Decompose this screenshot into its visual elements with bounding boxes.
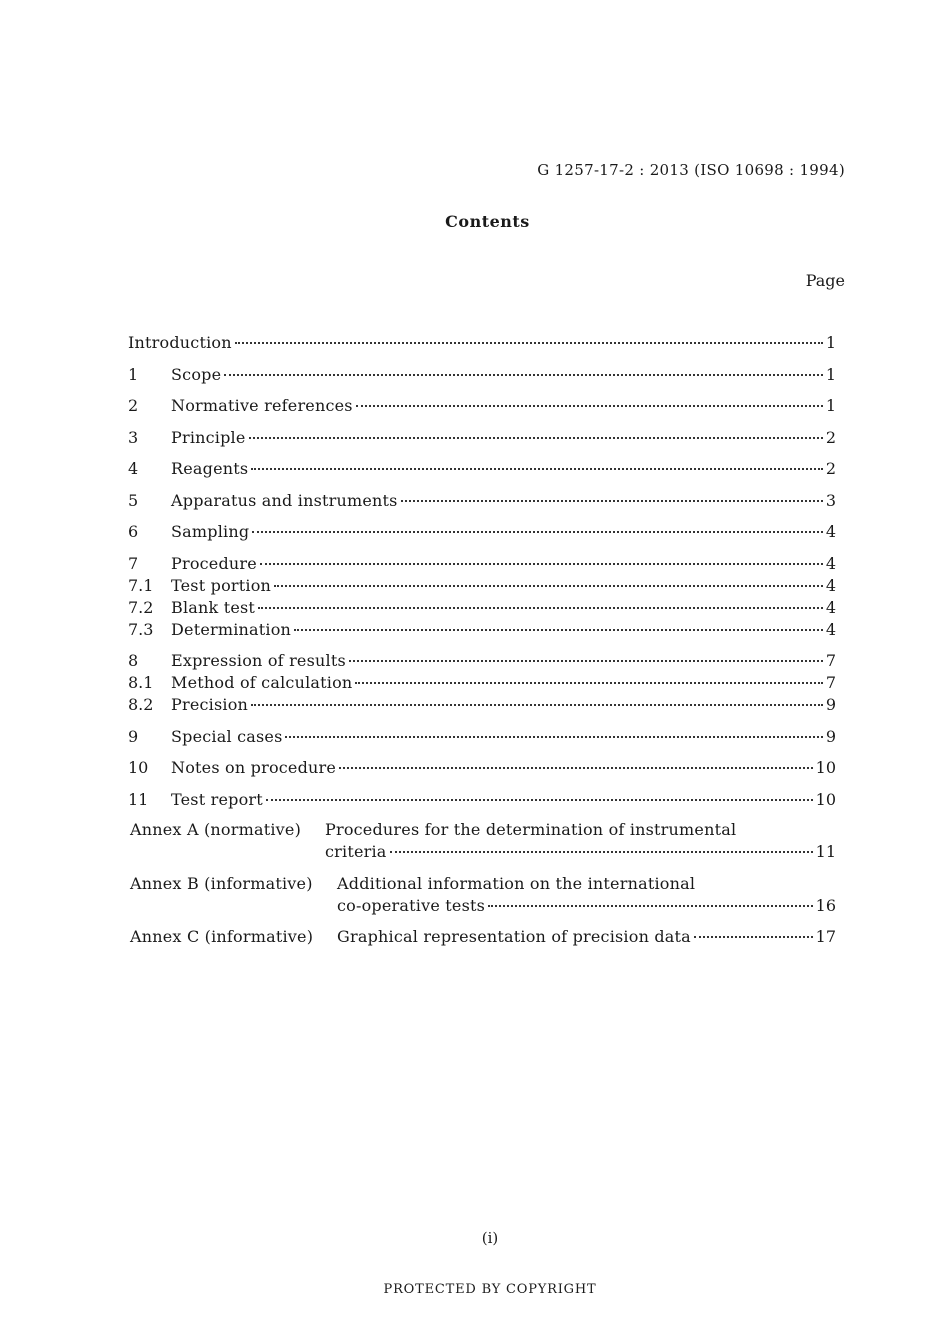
table-of-contents (128, 332, 836, 811)
toc-entry-annex-c[interactable] (130, 926, 836, 948)
toc-label: Precision (171, 695, 249, 714)
page-column-label: Page (805, 271, 845, 290)
toc-page: 11 (815, 842, 836, 861)
toc-entry-annex-b[interactable] (130, 873, 836, 917)
toc-number: 8.2 (128, 695, 154, 714)
copyright-notice: PROTECTED BY COPYRIGHT (383, 1282, 597, 1297)
toc-page: 1 (825, 364, 836, 384)
toc-number: 9 (128, 726, 139, 746)
toc-entry-introduction[interactable] (128, 332, 836, 354)
toc-label: Special cases (171, 726, 283, 746)
toc-number: 1 (128, 364, 139, 384)
toc-label: Determination (171, 619, 292, 639)
toc-page: 7 (825, 651, 836, 670)
dot-leader (258, 607, 823, 609)
annex-title-continued: criteria (325, 842, 387, 861)
toc-entry-7[interactable] (128, 553, 836, 575)
toc-number: 5 (128, 490, 139, 510)
toc-number: 8 (128, 651, 139, 670)
dot-leader (339, 767, 813, 769)
toc-page: 4 (825, 575, 836, 595)
toc-entry-7-1[interactable] (128, 575, 836, 597)
toc-label: Blank test (171, 597, 256, 617)
dot-leader (251, 468, 823, 470)
toc-label: Test report (171, 789, 263, 809)
toc-page: 7 (825, 673, 836, 692)
toc-label: Notes on procedure (171, 758, 337, 777)
dot-leader (224, 374, 823, 376)
dot-leader (235, 342, 823, 344)
toc-number: 10 (128, 758, 149, 777)
dot-leader (285, 736, 822, 738)
toc-number: 7.3 (128, 619, 154, 639)
toc-page: 4 (825, 597, 836, 617)
toc-number: 6 (128, 522, 139, 541)
annex-label: Annex C (informative) (130, 927, 314, 946)
toc-entry-8[interactable] (128, 650, 836, 672)
dot-leader (252, 531, 823, 533)
toc-page: 4 (825, 553, 836, 573)
toc-entry-7-3[interactable] (128, 619, 836, 641)
toc-number: 7.2 (128, 597, 154, 617)
dot-leader (266, 799, 813, 801)
dot-leader (249, 437, 823, 439)
dot-leader (349, 660, 823, 662)
toc-page: 9 (825, 726, 836, 746)
toc-page: 17 (815, 927, 836, 946)
toc-entry-10[interactable] (128, 757, 836, 779)
toc-label: Expression of results (171, 651, 346, 670)
dot-leader (260, 563, 823, 565)
toc-page: 2 (825, 427, 836, 447)
toc-label: Reagents (171, 459, 249, 478)
dot-leader (355, 682, 822, 684)
annex-title-continued: co-operative tests (337, 896, 486, 915)
toc-number: 7.1 (128, 575, 154, 595)
toc-entry-3[interactable] (128, 427, 836, 449)
toc-label: Test portion (171, 575, 272, 595)
document-code: G 1257-17-2 : 2013 (ISO 10698 : 1994) (537, 161, 845, 179)
annex-title: Graphical representation of precision data (337, 927, 691, 946)
toc-entry-6[interactable] (128, 521, 836, 543)
toc-entry-2[interactable] (128, 395, 836, 417)
toc-entry-8-1[interactable] (128, 672, 836, 694)
annex-label: Annex B (informative) (130, 874, 313, 893)
toc-number: 2 (128, 396, 139, 415)
toc-number: 4 (128, 459, 139, 478)
toc-number: 8.1 (128, 673, 154, 692)
toc-page: 4 (825, 619, 836, 639)
toc-entry-5[interactable] (128, 490, 836, 512)
toc-number: 3 (128, 427, 139, 447)
page-number: (i) (481, 1229, 499, 1247)
dot-leader (356, 405, 823, 407)
toc-entry-1[interactable] (128, 364, 836, 386)
toc-page: 2 (825, 459, 836, 478)
toc-page: 1 (825, 333, 836, 352)
dot-leader (274, 585, 823, 587)
toc-entry-9[interactable] (128, 726, 836, 748)
dot-leader (488, 905, 813, 907)
toc-page: 1 (825, 396, 836, 415)
toc-label: Introduction (128, 333, 232, 352)
toc-label: Scope (171, 364, 222, 384)
dot-leader (401, 500, 823, 502)
toc-page: 10 (815, 758, 836, 777)
toc-page: 4 (825, 522, 836, 541)
toc-entry-8-2[interactable] (128, 694, 836, 716)
annex-title: Procedures for the determination of instrumental (325, 820, 737, 839)
toc-page: 10 (815, 789, 836, 809)
toc-label: Apparatus and instruments (171, 490, 398, 510)
toc-label: Sampling (171, 522, 250, 541)
toc-entry-4[interactable] (128, 458, 836, 480)
toc-entry-11[interactable] (128, 789, 836, 811)
toc-entry-annex-a[interactable] (130, 819, 836, 863)
dot-leader (390, 851, 813, 853)
dot-leader (694, 936, 813, 938)
toc-number: 11 (128, 789, 149, 809)
toc-label: Principle (171, 427, 246, 447)
toc-page: 9 (825, 695, 836, 714)
annex-title: Additional information on the international (337, 874, 696, 893)
toc-label: Normative references (171, 396, 353, 415)
toc-number: 7 (128, 553, 139, 573)
toc-entry-7-2[interactable] (128, 597, 836, 619)
annex-label: Annex A (normative) (130, 820, 302, 839)
toc-page: 3 (825, 490, 836, 510)
page-title: Contents (445, 212, 530, 231)
toc-label: Method of calculation (171, 673, 353, 692)
dot-leader (294, 629, 823, 631)
toc-label: Procedure (171, 553, 257, 573)
toc-page: 16 (815, 896, 836, 915)
dot-leader (251, 704, 823, 706)
